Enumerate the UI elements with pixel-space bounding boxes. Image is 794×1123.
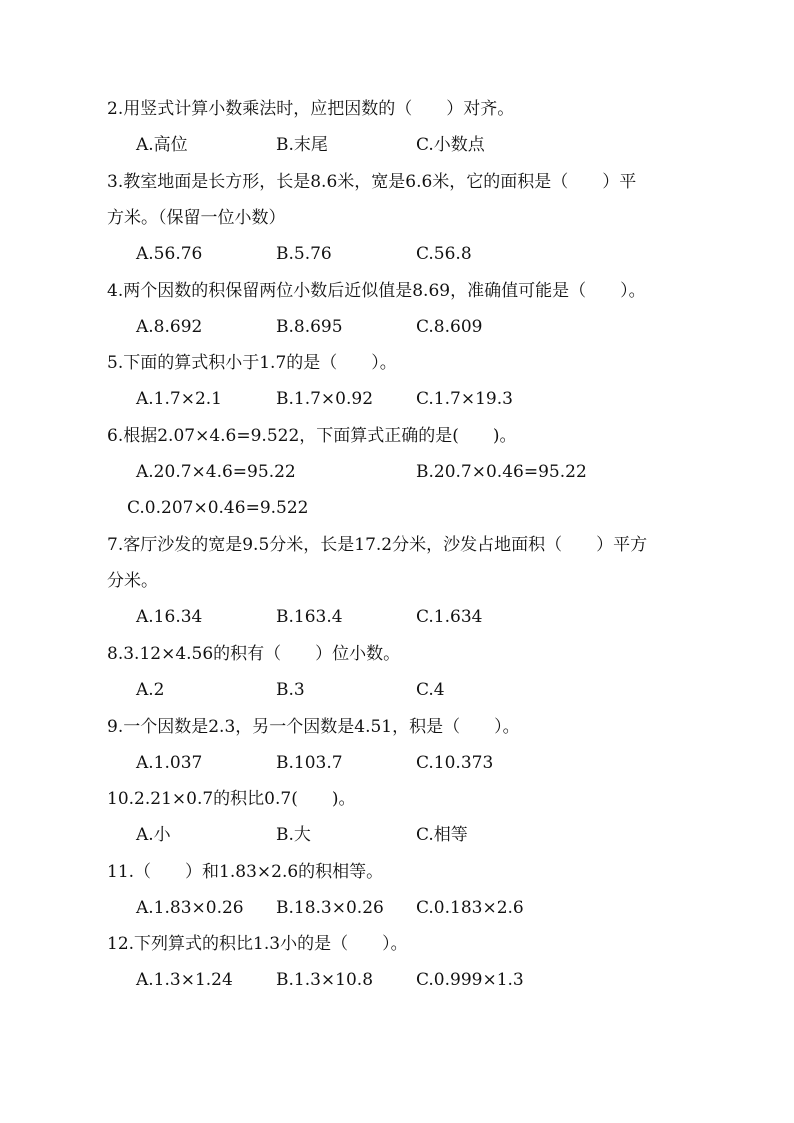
question-7-option-b: B.163.4 (276, 607, 343, 627)
question-12-stem: 12.下列算式的积比1.3小的是（ ）。 (107, 934, 408, 954)
question-11-stem: 11.（ ）和1.83×2.6的积相等。 (107, 862, 384, 882)
question-4-option-a: A.8.692 (136, 317, 203, 337)
question-7-stem-line2: 分米。 (107, 571, 158, 591)
question-4-option-c: C.8.609 (416, 317, 483, 337)
question-5-stem: 5.下面的算式积小于1.7的是（ ）。 (107, 353, 397, 373)
question-10-stem: 10.2.21×0.7的积比0.7( )。 (107, 789, 356, 809)
question-5-option-a: A.1.7×2.1 (136, 389, 222, 409)
question-6-option-b: B.20.7×0.46=95.22 (416, 462, 587, 482)
question-9-option-c: C.10.373 (416, 753, 494, 773)
question-6-option-c: C.0.207×0.46=9.522 (127, 498, 309, 518)
question-3-stem-line1: 3.教室地面是长方形，长是8.6米，宽是6.6米，它的面积是（ ）平 (107, 172, 637, 192)
question-10-option-a: A.小 (136, 825, 171, 845)
question-10-option-c: C.相等 (416, 825, 468, 845)
question-9-option-b: B.103.7 (276, 753, 343, 773)
question-2-option-b: B.末尾 (276, 135, 328, 155)
question-4-stem: 4.两个因数的积保留两位小数后近似值是8.69，准确值可能是（ ）。 (107, 281, 646, 301)
question-7-stem-line1: 7.客厅沙发的宽是9.5分米，长是17.2分米，沙发占地面积（ ）平方 (107, 535, 648, 555)
question-8-option-b: B.3 (276, 680, 305, 700)
question-12-option-a: A.1.3×1.24 (136, 970, 233, 990)
question-2-stem: 2.用竖式计算小数乘法时，应把因数的（ ）对齐。 (107, 99, 515, 119)
question-5-option-c: C.1.7×19.3 (416, 389, 513, 409)
question-4-option-b: B.8.695 (276, 317, 343, 337)
question-3-option-b: B.5.76 (276, 244, 332, 264)
question-3-stem-line2: 方米。（保留一位小数） (107, 208, 286, 228)
question-8-stem: 8.3.12×4.56的积有（ ）位小数。 (107, 644, 401, 664)
question-7-option-c: C.1.634 (416, 607, 483, 627)
question-3-option-a: A.56.76 (136, 244, 203, 264)
question-3-option-c: C.56.8 (416, 244, 472, 264)
question-11-option-b: B.18.3×0.26 (276, 898, 384, 918)
question-11-option-a: A.1.83×0.26 (136, 898, 244, 918)
question-10-option-b: B.大 (276, 825, 311, 845)
question-2-option-c: C.小数点 (416, 135, 485, 155)
question-7-option-a: A.16.34 (136, 607, 203, 627)
question-11-option-c: C.0.183×2.6 (416, 898, 524, 918)
question-9-stem: 9.一个因数是2.3，另一个因数是4.51，积是（ ）。 (107, 717, 520, 737)
question-6-option-a: A.20.7×4.6=95.22 (136, 462, 296, 482)
question-9-option-a: A.1.037 (136, 753, 203, 773)
question-2-option-a: A.高位 (136, 135, 188, 155)
question-12-option-c: C.0.999×1.3 (416, 970, 524, 990)
question-6-stem: 6.根据2.07×4.6=9.522，下面算式正确的是( )。 (107, 426, 517, 446)
question-12-option-b: B.1.3×10.8 (276, 970, 374, 990)
question-5-option-b: B.1.7×0.92 (276, 389, 374, 409)
question-8-option-a: A.2 (136, 680, 165, 700)
question-8-option-c: C.4 (416, 680, 445, 700)
